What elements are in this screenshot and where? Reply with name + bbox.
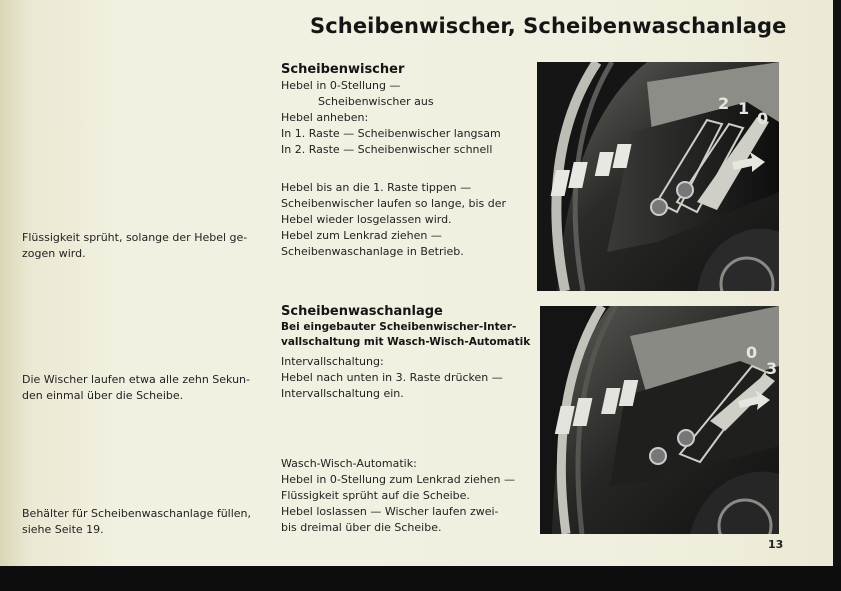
margin-note-spray: Flüssigkeit sprüht, solange der Hebel ge- zogen wird.	[22, 231, 248, 260]
washer-lever-illustration	[540, 306, 779, 534]
position-label-0: 0	[757, 109, 769, 128]
position-label-3: 3	[766, 359, 778, 378]
interval-text: Intervallschaltung: Hebel nach unten in 3. Raste drücken — Intervallschaltung ein.	[281, 355, 503, 400]
wash-wipe-text: Wasch-Wisch-Automatik: Hebel in 0-Stellung zum Lenkrad ziehen — Flüssigkeit sprüht auf die Scheibe. Hebel loslassen — Wischer laufen zwei- bis dreimal über die Scheibe.	[281, 457, 515, 534]
margin-note-reservoir: Behälter für Scheibenwaschanlage füllen, siehe Seite 19.	[22, 507, 252, 536]
washer-subheading: Bei eingebauter Scheibenwischer-Inter- vallschaltung mit Wasch-Wisch-Automatik	[281, 321, 531, 348]
section-heading-washer: Scheibenwaschanlage	[281, 304, 443, 319]
position-label-2: 2	[718, 94, 730, 113]
section-heading-wiper: Scheibenwischer	[281, 62, 405, 77]
washer-lever-photo	[540, 306, 779, 534]
scan-border	[0, 566, 841, 591]
position-label-0: 0	[746, 343, 758, 362]
wiper-off-text: Hebel in 0-Stellung — Scheibenwischer aus	[281, 79, 434, 108]
margin-note-interval: Die Wischer laufen etwa alle zehn Sekun- den einmal über die Scheibe.	[22, 373, 251, 402]
position-label-1: 1	[738, 99, 750, 118]
wiper-lever-illustration	[537, 62, 779, 291]
page-title: Scheibenwischer, Scheibenwaschanlage	[310, 14, 787, 38]
wiper-speed-text: Hebel anheben: In 1. Raste — Scheibenwischer langsam In 2. Raste — Scheibenwischer schnell	[281, 111, 501, 156]
wiper-lever-photo	[537, 62, 779, 291]
page-number: 13	[768, 538, 784, 551]
wiper-tip-text: Hebel bis an die 1. Raste tippen — Scheibenwischer laufen so lange, bis der Hebel wieder losgelassen wird. Hebel zum Lenkrad ziehen — Scheibenwaschanlage in Betrieb.	[281, 181, 507, 258]
